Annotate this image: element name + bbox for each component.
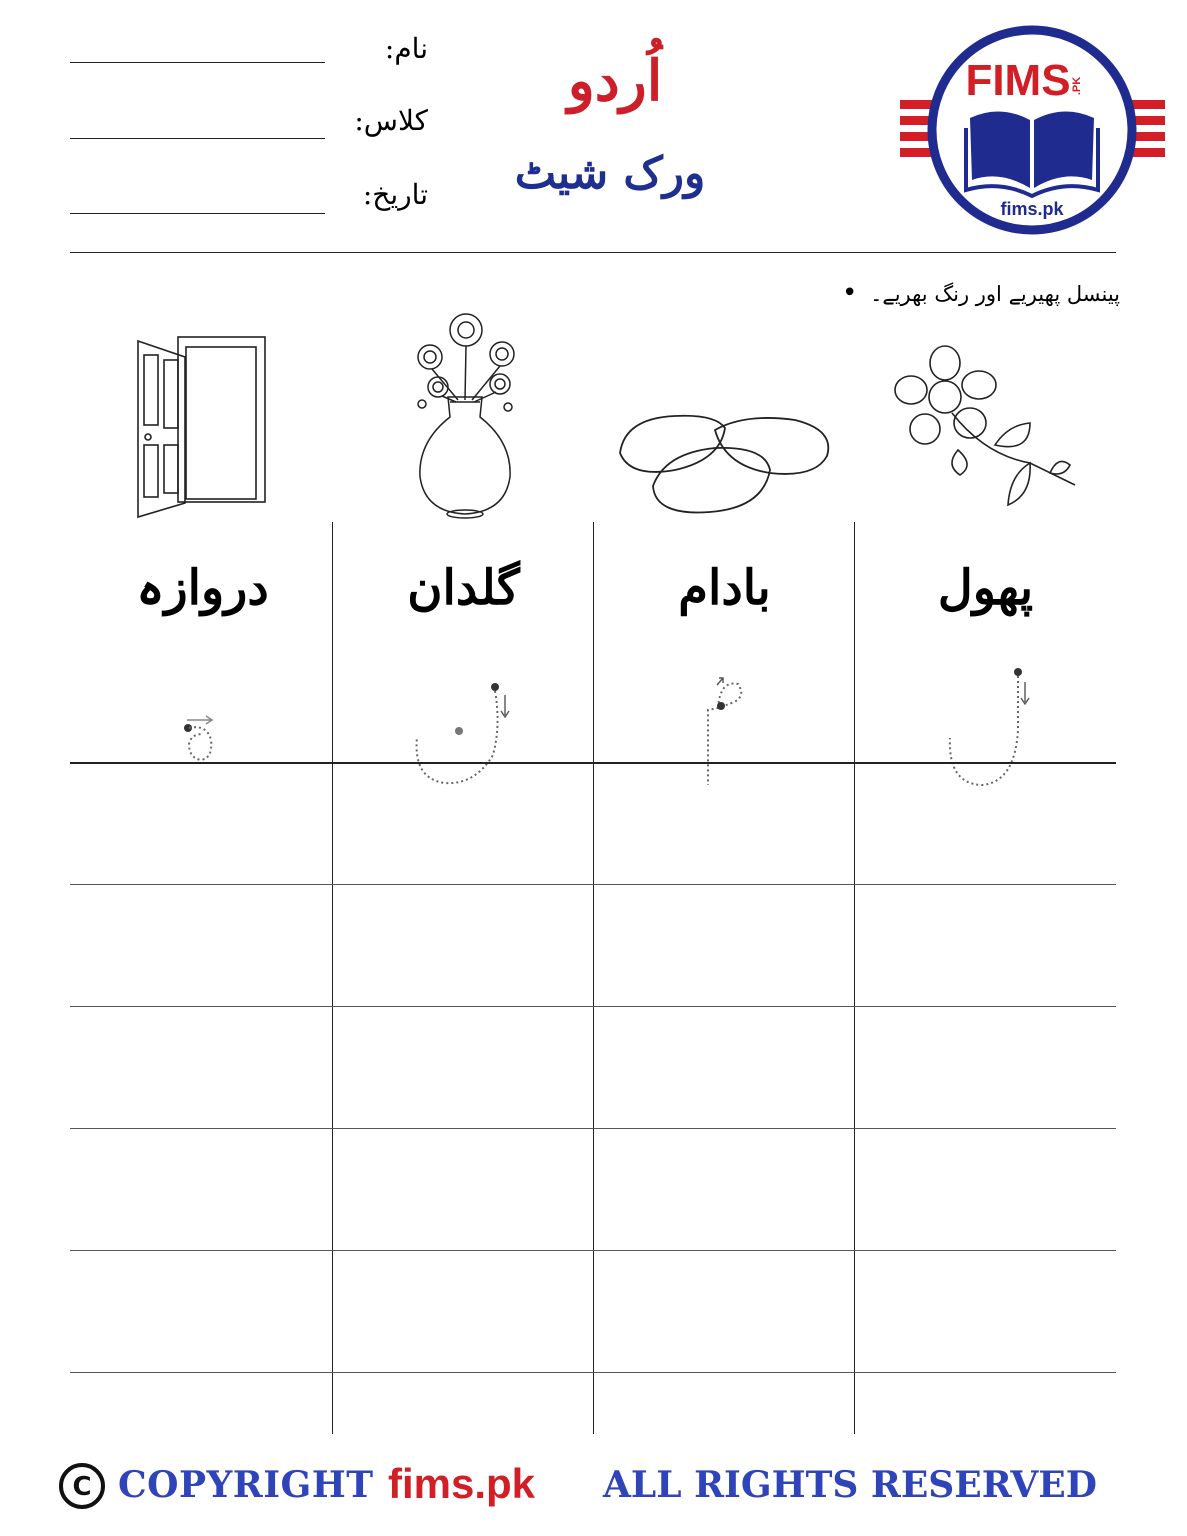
word-badam: بادام bbox=[678, 560, 771, 616]
vase-icon bbox=[400, 312, 530, 522]
logo-text: FIMS bbox=[965, 56, 1071, 105]
copyright-icon bbox=[58, 1462, 106, 1510]
almonds-icon bbox=[615, 408, 835, 520]
column-divider-1 bbox=[332, 522, 333, 1434]
logo-site: fims.pk bbox=[1000, 199, 1064, 219]
trace-letter-hay[interactable] bbox=[175, 710, 235, 770]
footer-rights: ALL RIGHTS RESERVED bbox=[603, 1464, 1097, 1506]
class-label: کلاس: bbox=[354, 104, 428, 137]
page-title: اُردو bbox=[567, 48, 663, 114]
writing-row-line bbox=[70, 1128, 1116, 1129]
instruction-text: پینسل پھیریے اور رنگ بھریے۔ bbox=[870, 282, 1120, 306]
logo-superscript: .PK bbox=[1071, 76, 1083, 96]
instruction bbox=[780, 278, 1120, 308]
baseline-rule bbox=[70, 762, 1116, 764]
word-darwaza: دروازہ bbox=[136, 560, 269, 616]
door-icon bbox=[130, 335, 270, 520]
page-subtitle: ورک شیٹ bbox=[514, 148, 706, 199]
bullet-icon: • bbox=[842, 278, 858, 308]
name-line[interactable] bbox=[70, 62, 325, 63]
class-line[interactable] bbox=[70, 138, 325, 139]
trace-letter-noon[interactable] bbox=[405, 675, 525, 790]
writing-row-line bbox=[70, 1006, 1116, 1007]
date-line[interactable] bbox=[70, 213, 325, 214]
trace-letter-meem[interactable] bbox=[690, 670, 760, 795]
column-divider-3 bbox=[854, 522, 855, 1434]
writing-row-line bbox=[70, 1372, 1116, 1373]
footer bbox=[58, 1460, 1118, 1510]
header-divider bbox=[70, 252, 1116, 253]
trace-letter-laam[interactable] bbox=[930, 660, 1040, 795]
word-phool: پھول bbox=[937, 560, 1034, 616]
svg-text:C: C bbox=[72, 1472, 92, 1502]
date-label: تاریخ: bbox=[362, 178, 428, 211]
name-label: نام: bbox=[384, 32, 428, 65]
word-guldan: گلدان bbox=[407, 560, 520, 616]
column-divider-2 bbox=[593, 522, 594, 1434]
footer-copyright: COPYRIGHT bbox=[118, 1464, 374, 1506]
writing-row-line bbox=[70, 884, 1116, 885]
footer-site-link[interactable]: fims.pk bbox=[388, 1460, 536, 1507]
fims-logo bbox=[900, 20, 1165, 240]
flower-icon bbox=[890, 345, 1080, 520]
writing-row-line bbox=[70, 1250, 1116, 1251]
